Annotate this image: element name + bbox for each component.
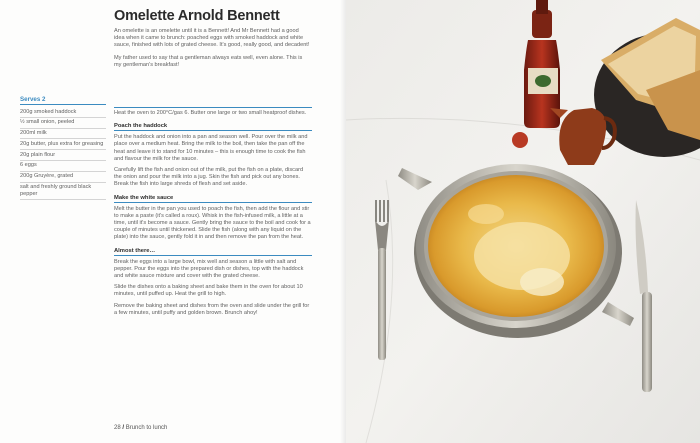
method-step: Put the haddock and onion into a pan and season well. Pour over the milk and place over a medium heat. Bring the milk to the boil, then take the pan off the heat and leave it to stand for 10 minutes – this is enough time to cook the fish and flavour the milk for the sauce. [114, 134, 308, 162]
knife-handle [642, 292, 652, 392]
section-divider [114, 255, 312, 256]
fork-handle [378, 248, 386, 360]
bottle-label-emblem [535, 75, 551, 87]
section-divider [114, 130, 312, 131]
bottle-cap [532, 10, 552, 38]
method-step: Heat the oven to 200°C/gas 6. Butter one large or two small heatproof dishes. [114, 110, 307, 116]
method-step: Break the eggs into a large bowl, mix well and season a little with salt and pepper. Pour the eggs into the prepared dish or dishes, top with the haddock and white sauce mixture and cover with the grated cheese. [114, 258, 304, 280]
cheese-highlight [520, 268, 564, 296]
method-step: Remove the baking sheet and dishes from the oven and slide under the grill for a few minutes, until puffy and golden brown. Brunch ahoy! [114, 302, 310, 316]
serves-label: Serves 2 [20, 96, 46, 103]
recipe-title: Omelette Arnold Bennett [114, 8, 280, 24]
omelette-photo [346, 0, 700, 443]
page-number: 28 [114, 425, 121, 431]
method-step: Carefully lift the fish and onion out of the milk, put the fish on a plate, discard the onion and pour the milk into a jug. Skin the fish and pick out any bones. Break the fish into large shreds of flesh and set aside. [114, 167, 304, 188]
method-step: Melt the butter in the pan you used to poach the fish, then add the flour and stir to make a paste (it's called a roux). Whisk in the fish-infused milk, a little at a time, until it's become a sauce. Gently bring the sauce to the boil and cook for a couple of minutes until thickened. Slide the fish (along with any liquid on the plate) into the sauce, gently fold it in and then remove the pan from the heat. [114, 205, 311, 241]
cheese-highlight [468, 204, 504, 224]
section-divider [114, 202, 312, 203]
section-heading: Almost there… [114, 247, 156, 254]
method-top-divider [114, 107, 312, 108]
method-column [114, 107, 312, 321]
ingredient-item: ½ small onion, peeled [20, 118, 106, 129]
recipe-page [0, 0, 346, 443]
recipe-intro [114, 28, 310, 74]
photo-page [346, 0, 700, 443]
footer-separator: / [122, 425, 125, 431]
section-heading: Make the white sauce [114, 194, 174, 201]
serves-divider [20, 104, 106, 105]
ingredient-item: 20g butter, plus extra for greasing [20, 139, 106, 150]
ingredient-item: 200ml milk [20, 129, 106, 140]
page-footer [114, 425, 167, 431]
tomato [512, 132, 528, 148]
intro-paragraph: My father used to say that a gentleman always eats well, even alone. This is my gentleman's breakfast! [114, 54, 303, 68]
ingredient-item: 200g smoked haddock [20, 107, 106, 118]
ingredient-item: salt and freshly ground black pepper [20, 183, 106, 201]
method-step: Slide the dishes onto a baking sheet and bake them in the oven for about 10 minutes, until puffed up. Heat the grill to high. [114, 284, 303, 298]
intro-paragraph: An omelette is an omelette until it is a Bennett! And Mr Bennett had a good idea when it came to brunch: poached eggs with smoked haddock and white sauce, finished with lots of grated cheese. It's good, really good, and decadent! [114, 28, 310, 49]
chapter-name: Brunch to lunch [125, 425, 168, 431]
section-heading: Poach the haddock [114, 123, 168, 130]
ingredient-item: 200g Gruyère, grated [20, 172, 106, 183]
ingredient-item: 20g plain flour [20, 150, 106, 161]
ingredient-item: 6 eggs [20, 161, 106, 172]
bottle-neck [536, 0, 548, 14]
ingredient-list [20, 107, 106, 200]
